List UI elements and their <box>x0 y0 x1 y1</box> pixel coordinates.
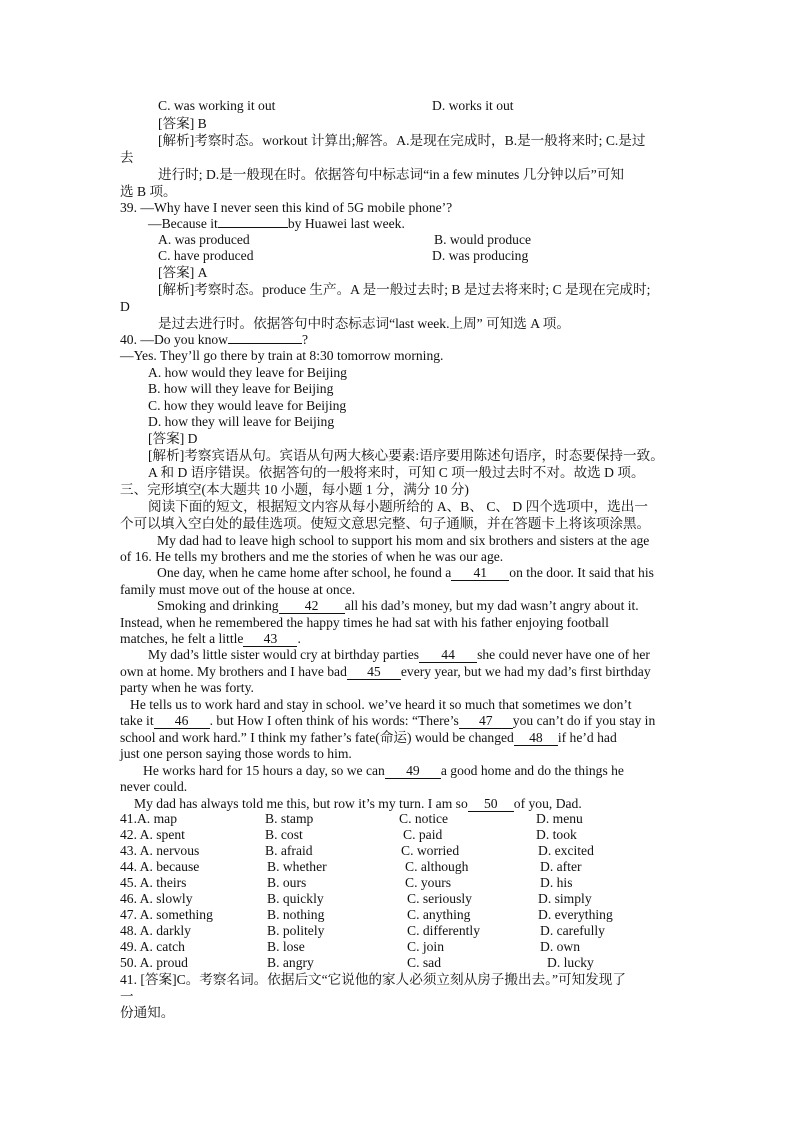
option-b: B. quickly <box>267 891 324 906</box>
q40-option-d: D. how they will leave for Beijing <box>148 414 335 429</box>
q38-analysis-line-2: 进行时; D.是一般现在时。依据答句中标志词“in a few minutes 几分钟以后”可知 <box>158 167 624 182</box>
q39-question-text: —Why have I never seen this kind of 5G mobile phone’? <box>140 200 453 215</box>
passage-line: just one person saying those words to him. <box>120 746 352 761</box>
passage-line: own at home. My brothers and I have bad 45 every year, but we had my dad’s first birthday <box>120 664 651 679</box>
section-heading: 三、完形填空(本大题共 10 小题，每小题 1 分，满分 10 分) <box>120 482 469 497</box>
answer-41-line-1: 41. [答案]C。考察名词。依据后文“它说他的家人必须立刻从房子搬出去。”可知发现了 <box>120 972 626 987</box>
q39-number: 39. <box>120 200 137 215</box>
q40-answer: [答案] D <box>148 431 198 446</box>
option-d: D. his <box>540 875 573 890</box>
q39-option-d: D. was producing <box>432 248 529 263</box>
blank-46: 46 <box>154 713 210 729</box>
q40-option-a: A. how would they leave for Beijing <box>148 365 347 380</box>
blank-43: 43 <box>243 631 297 647</box>
section-instruction-line-2: 个可以填入空白处的最佳选项。使短文意思完整、句子通顺，并在答题卡上将该项涂黑。 <box>120 516 651 531</box>
option-c: C. join <box>407 939 445 954</box>
q39-option-b: B. would produce <box>434 232 532 247</box>
q38-option-c: C. was working it out <box>158 98 276 113</box>
passage-line: party when he was forty. <box>120 680 254 695</box>
q39-analysis-line-2: 是过去进行时。依据答句中时态标志词“last week.上周” 可知选 A 项。 <box>158 316 570 331</box>
passage-line: He works hard for 15 hours a day, so we can 49 a good home and do the things he <box>143 763 624 778</box>
option-a: 46. A. slowly <box>120 891 193 906</box>
option-d: D. excited <box>538 843 594 858</box>
passage-line: matches, he felt a little 43 . <box>120 631 301 646</box>
passage-line: My dad’s little sister would cry at birthday parties 44 she could never have one of her <box>148 647 650 662</box>
option-b: B. stamp <box>265 811 314 826</box>
answer-41-wrap: 一 <box>120 989 134 1004</box>
q38-answer: [答案] B <box>158 116 207 131</box>
option-d: D. lucky <box>547 955 594 970</box>
answer-blank <box>228 343 302 344</box>
option-d: D. carefully <box>540 923 605 938</box>
q39-option-c: C. have produced <box>158 248 254 263</box>
option-a: 49. A. catch <box>120 939 185 954</box>
q40-analysis-line-1: [解析]考察宾语从句。宾语从句两大核心要素:语序要用陈述句语序，时态要保持一致。 <box>148 448 664 463</box>
option-a: 50. A. proud <box>120 955 188 970</box>
q39-option-a: A. was produced <box>158 232 250 247</box>
q40-question-a: 40. —Do you know ? <box>120 332 309 347</box>
q38-analysis-line-3: 选 B 项。 <box>120 184 177 199</box>
blank-41: 41 <box>451 565 509 581</box>
q40-option-c: C. how they would leave for Beijing <box>148 398 347 413</box>
blank-50: 50 <box>468 796 514 812</box>
option-d: D. own <box>540 939 581 954</box>
passage-line: Smoking and drinking 42 all his dad’s money, but my dad wasn’t angry about it. <box>157 598 639 613</box>
passage-line: of 16. He tells my brothers and me the stories of when he was our age. <box>120 549 504 564</box>
option-b: B. cost <box>265 827 303 842</box>
passage-line: One day, when he came home after school, he found a 41 on the door. It said that his <box>157 565 654 580</box>
option-c: C. although <box>405 859 469 874</box>
option-d: D. everything <box>538 907 613 922</box>
answer-41-line-2: 份通知。 <box>120 1005 175 1020</box>
passage-line: My dad has always told me this, but row it’s my turn. I am so 50 of you, Dad. <box>134 796 582 811</box>
section-instruction-line-1: 阅读下面的短文，根据短文内容从每小题所给的 A、B、 C、 D 四个选项中，选出一 <box>148 499 648 514</box>
option-a: 44. A. because <box>120 859 200 874</box>
passage-line: family must move out of the house at once. <box>120 582 356 597</box>
q39-analysis-wrap: D <box>120 299 130 314</box>
option-b: B. nothing <box>267 907 325 922</box>
option-c: C. notice <box>399 811 449 826</box>
q38-analysis-line-1: [解析]考察时态。workout 计算出;解答。A.是现在完成时，B.是一般将来时; C.是过 <box>158 133 646 148</box>
option-a: 42. A. spent <box>120 827 185 842</box>
option-a: 43. A. nervous <box>120 843 200 858</box>
option-c: C. paid <box>403 827 443 842</box>
option-a: 47. A. something <box>120 907 213 922</box>
option-c: C. yours <box>405 875 452 890</box>
blank-45: 45 <box>347 664 401 680</box>
option-a: 45. A. theirs <box>120 875 187 890</box>
q39-analysis-line-1: [解析]考察时态。produce 生产。A 是一般过去时; B 是过去将来时; C 是现在完成时; <box>158 282 651 297</box>
option-a: 48. A. darkly <box>120 923 191 938</box>
q38-option-d: D. works it out <box>432 98 514 113</box>
option-b: B. ours <box>267 875 307 890</box>
option-c: C. anything <box>407 907 471 922</box>
option-a: 41.A. map <box>120 811 178 826</box>
option-c: C. worried <box>401 843 460 858</box>
q39-question-b: —Because it by Huawei last week. <box>148 216 405 231</box>
option-d: D. took <box>536 827 577 842</box>
option-c: C. sad <box>407 955 441 970</box>
blank-49: 49 <box>385 763 441 779</box>
q38-analysis-wrap: 去 <box>120 150 134 165</box>
option-b: B. whether <box>267 859 327 874</box>
q39-question-a <box>120 199 452 216</box>
blank-44: 44 <box>419 647 477 663</box>
option-b: B. afraid <box>265 843 313 858</box>
option-b: B. angry <box>267 955 314 970</box>
q40-question-b: —Yes. They’ll go there by train at 8:30 tomorrow morning. <box>120 348 444 363</box>
q39-answer: [答案] A <box>158 265 208 280</box>
passage-line: My dad had to leave high school to support his mom and six brothers and sisters at the age <box>157 533 650 548</box>
option-d: D. menu <box>536 811 583 826</box>
answer-blank <box>218 227 288 228</box>
q40-option-b: B. how will they leave for Beijing <box>148 381 334 396</box>
passage-line: He tells us to work hard and stay in school. we’ve heard it so much that sometimes we don’t <box>130 697 632 712</box>
passage-line: school and work hard.” I think my father’s fate(命运) would be changed 48 if he’d had <box>120 730 617 745</box>
option-d: D. after <box>540 859 582 874</box>
passage-line: take it 46 . but How I often think of his words: “There’s 47 you can’t do if you stay in <box>120 713 656 728</box>
option-b: B. lose <box>267 939 305 954</box>
option-c: C. seriously <box>407 891 472 906</box>
blank-48: 48 <box>514 730 558 746</box>
passage-line: Instead, when he remembered the happy times he had sat with his father enjoying football <box>120 615 609 630</box>
q40-analysis-line-2: A 和 D 语序错误。依据答句的一般将来时，可知 C 项一般过去时不对。故选 D 项。 <box>148 465 645 480</box>
passage-line: never could. <box>120 779 188 794</box>
option-b: B. politely <box>267 923 325 938</box>
blank-42: 42 <box>279 598 345 614</box>
option-d: D. simply <box>538 891 592 906</box>
option-c: C. differently <box>407 923 480 938</box>
blank-47: 47 <box>459 713 513 729</box>
